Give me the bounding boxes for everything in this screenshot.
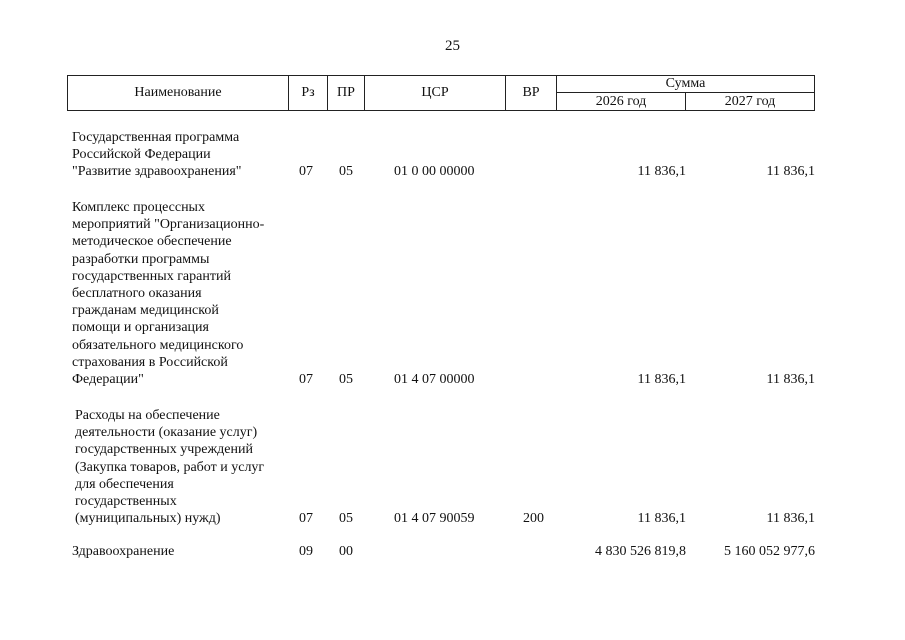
row-csr: 01 0 00 00000 <box>394 164 475 179</box>
row-sum-2027: 11 836,1 <box>766 511 815 526</box>
header-vr: ВР <box>506 76 557 111</box>
row-pr: 05 <box>339 511 353 526</box>
row-sum-2026: 4 830 526 819,8 <box>595 544 686 559</box>
row-sum-2027: 11 836,1 <box>766 164 815 179</box>
table-row <box>0 407 905 529</box>
table-row <box>0 199 905 391</box>
header-year-2027: 2027 год <box>686 93 815 111</box>
row-pr: 05 <box>339 372 353 387</box>
row-name: Комплекс процессных мероприятий "Организационно- методическое обеспечение разработки программы государственных гарантий бесплатного оказания гражданам медицинской помощи и организация обязательного медицинского страхования в Российской Федерации" <box>72 200 265 388</box>
header-year-2026: 2026 год <box>557 93 686 111</box>
row-csr: 01 4 07 00000 <box>394 372 475 387</box>
row-rz: 09 <box>299 544 313 559</box>
header-pr: ПР <box>328 76 365 111</box>
header-name: Наименование <box>68 76 289 111</box>
header-rz: Рз <box>289 76 328 111</box>
page-number: 25 <box>445 38 460 54</box>
row-rz: 07 <box>299 164 313 179</box>
row-sum-2026: 11 836,1 <box>637 511 686 526</box>
row-name: Здравоохранение <box>72 544 175 559</box>
row-sum-2027: 11 836,1 <box>766 372 815 387</box>
table-row <box>0 129 905 184</box>
row-vr: 200 <box>523 511 544 526</box>
row-name: Государственная программа Российской Федерации "Развитие здравоохранения" <box>72 130 242 180</box>
row-rz: 07 <box>299 372 313 387</box>
row-rz: 07 <box>299 511 313 526</box>
row-pr: 05 <box>339 164 353 179</box>
row-sum-2026: 11 836,1 <box>637 372 686 387</box>
row-name: Расходы на обеспечение деятельности (оказание услуг) государственных учреждений (Закупка товаров, работ и услуг для обеспечения государственных (муниципальных) нужд) <box>75 408 265 527</box>
row-csr: 01 4 07 90059 <box>394 511 475 526</box>
table-header <box>67 75 815 111</box>
table-row <box>0 543 905 563</box>
header-csr: ЦСР <box>365 76 506 111</box>
row-sum-2027: 5 160 052 977,6 <box>724 544 815 559</box>
row-sum-2026: 11 836,1 <box>637 164 686 179</box>
row-pr: 00 <box>339 544 353 559</box>
header-sum: Сумма <box>557 76 815 93</box>
